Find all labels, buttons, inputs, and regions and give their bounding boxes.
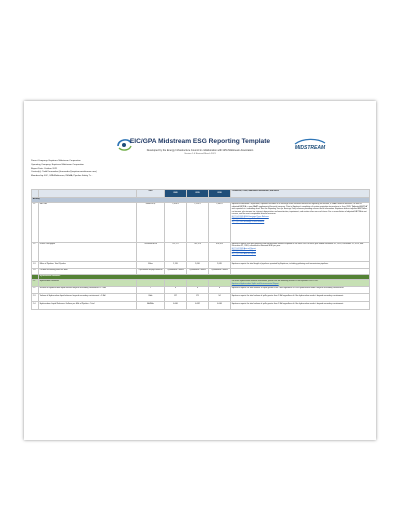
table-row bbox=[32, 279, 370, 286]
row-metric: Volume of Hydrocarbon liquid releases beyond secondary containment > 5 Bbl bbox=[39, 294, 137, 302]
comment-link[interactable]: EQT Q4 2019 Annual Report bbox=[231, 250, 256, 253]
header-unit: Unit bbox=[137, 190, 165, 198]
row-ref: 2.1 bbox=[32, 279, 39, 286]
comment-link[interactable]: EQT Q4 2020 ESG Earnings Press Release bbox=[231, 215, 269, 218]
table-row bbox=[32, 286, 370, 294]
table-header-row bbox=[32, 190, 370, 198]
section-label: Activity bbox=[32, 197, 370, 202]
row-metric: Carbon accounting basis for data bbox=[39, 268, 137, 274]
row-value-3: 678,505 bbox=[209, 242, 231, 262]
row-value-3: 1,001.6 bbox=[209, 202, 231, 242]
table-row bbox=[32, 302, 370, 310]
row-metric: Hydrocarbon Liquid Releases: Gallons per Mile of Pipeline - Total bbox=[39, 302, 137, 310]
svg-text:MIDSTREAM: MIDSTREAM bbox=[294, 145, 326, 151]
row-comment: For more hydrocarbon release information, please see the following section in the Equitrans 2020 CSR. Equitrans Hydrocarbon Spills and Environmental Report bbox=[231, 279, 370, 286]
header-year-3: Year 2 2018 bbox=[209, 190, 231, 198]
row-value-3: 8 bbox=[209, 286, 231, 294]
info-line: Contact(s): Todd Fernandez (tfernandez@equitransmidstream.com) bbox=[31, 171, 97, 174]
header-ref bbox=[32, 190, 39, 198]
row-comment: Equitrans reports total gas gathering and transmission volumes reported in the Form 10-K for each year ended December 31, 2020, December 31, 2019, and December 31, 2018, converted to thousand BOE per year. EQT Q4 2020 Annual Report EQT Q4 2019 Annual Report EQT Q4 2018 Annual Report bbox=[231, 242, 370, 262]
row-value-1: 2,120 bbox=[165, 262, 187, 268]
row-value-2: 761,379 bbox=[187, 242, 209, 262]
comment-link[interactable]: Equitrans Hydrocarbon Spills and Environmental Report bbox=[231, 282, 279, 285]
header-year-1: Latest Year 2020 bbox=[165, 190, 187, 198]
row-value-1: 752,177 bbox=[165, 242, 187, 262]
table-row bbox=[32, 294, 370, 302]
row-value-1: 6 bbox=[165, 286, 187, 294]
row-unit: Bbl/Mile bbox=[137, 302, 165, 310]
row-value-1: 127 bbox=[165, 294, 187, 302]
row-value-2: 1,213.9 bbox=[187, 202, 209, 242]
table-row bbox=[32, 202, 370, 242]
row-ref: 2.3 bbox=[32, 294, 39, 302]
row-value-1: 0.060 bbox=[165, 302, 187, 310]
row-value-2: 0.082 bbox=[187, 302, 209, 310]
row-ref: 1.4 bbox=[32, 268, 39, 274]
row-value-3: 0.046 bbox=[209, 302, 231, 310]
row-value-3: 94 bbox=[209, 294, 231, 302]
row-comment: Equitrans reports the total length of pipelines operated by Equitrans, including gathering and transmission pipelines. bbox=[231, 262, 370, 268]
row-value-1: 1,024.4 bbox=[165, 202, 187, 242]
row-unit: Thousand BOE bbox=[137, 242, 165, 262]
row-value-2: 6 bbox=[187, 286, 209, 294]
document-subtitle: Developed by the Energy Infrastructure Council in collaboration with GPA Midstream Association bbox=[146, 149, 254, 152]
row-value-3: 2,045 bbox=[209, 262, 231, 268]
info-line: Operating Company: Equitrans Midstream Corporation bbox=[31, 163, 84, 166]
info-line: Parent Company: Equitrans Midstream Corporation bbox=[31, 160, 81, 162]
row-value-2: 2,090 bbox=[187, 262, 209, 268]
row-value-2: 171 bbox=[187, 294, 209, 302]
row-value-2 bbox=[187, 279, 209, 286]
row-ref: 1.3 bbox=[32, 262, 39, 268]
document-page bbox=[24, 101, 376, 440]
row-comment: Equitrans reports the total number of spills greater than 5 Bbl regardless of if the hydrocarbon made it beyond secondary containment. bbox=[231, 286, 370, 294]
comment-link[interactable]: EQT Q4 2018 Earnings Press Release bbox=[231, 220, 265, 223]
row-unit: Operational Equity/Financial bbox=[137, 268, 165, 274]
row-ref: 2.2 bbox=[32, 286, 39, 294]
section-label: Hydrocarbon Releases bbox=[39, 274, 370, 279]
document-title: EIC/GPA Midstream ESG Reporting Template bbox=[129, 138, 271, 145]
row-comment: Equitrans Midstream Corporation, Equitrans includes in its earnings news releases disclosures regarding net income, a GAAP financial measure, as well as adjusted EBITDA, a non-GAAP supplemental financial measure. Prior to Equitrans' completion of certain acquisition transactions in June 2020, "Adjusted EBITDA" was reported at a subsidiary level. See the Reporting Year (or Earnings Year) releases providing relevant fiscal information. Equitrans defines adjusted EBITDA as net income, plus income tax, interest, depreciation and amortization, impairment, and certain other non-cash items. For a reconciliation of adjusted EBITDA to net income, see the most comparable financial measure. EQT Q4 2020 ESG Earnings Press Release EQT Q4 2019 Earnings Press Release EQT Q4 2018 Earnings Press Release bbox=[231, 202, 370, 242]
row-ref: 2.4 bbox=[32, 302, 39, 310]
company-info bbox=[31, 160, 201, 179]
row-value-1 bbox=[165, 279, 187, 286]
row-value-3 bbox=[209, 279, 231, 286]
header-metric bbox=[39, 190, 137, 198]
info-line: Membership: EIC, GPA Midstream, INGAA, Pipeline Safety Tr... bbox=[31, 175, 93, 178]
row-unit: Miles bbox=[137, 262, 165, 268]
row-value-1: Operational Control bbox=[165, 268, 187, 274]
row-value-3: Operational Control bbox=[209, 268, 231, 274]
info-line: Report Date: October 2021 bbox=[31, 167, 58, 170]
row-value-2: Operational Control bbox=[187, 268, 209, 274]
comment-link[interactable]: EQT Q4 2020 Annual Report bbox=[231, 247, 256, 250]
row-unit: # bbox=[137, 286, 165, 294]
comment-link[interactable]: EQT Q4 2018 Annual Report bbox=[231, 252, 256, 255]
table-row bbox=[32, 242, 370, 262]
comment-link[interactable]: EQT Q4 2019 Earnings Press Release bbox=[231, 218, 265, 221]
row-ref: 1.2 bbox=[32, 242, 39, 262]
row-comment: Equitrans reports the total volume of spills greater than 5 Bbl regardless of if the hydrocarbon made it beyond secondary containment. bbox=[231, 294, 370, 302]
row-unit: Dollars in $ bbox=[137, 202, 165, 242]
row-comment: Equitrans reports the total volume of spills greater than 5 Bbl regardless of if the hydrocarbon made it beyond secondary containment. bbox=[231, 302, 370, 310]
header-comments: Comments, Links, Additional Information, and Notes bbox=[231, 190, 370, 198]
header-year-2: Previous Year 2019 bbox=[187, 190, 209, 198]
document-version: Version 1.0 Revised March 2021 bbox=[184, 153, 216, 155]
row-metric: EBITDA bbox=[39, 202, 137, 242]
row-metric: Hydrocarbon Releases bbox=[39, 279, 137, 286]
row-ref: 1.1 bbox=[32, 202, 39, 242]
row-unit: Bbls bbox=[137, 294, 165, 302]
row-unit bbox=[137, 279, 165, 286]
row-metric: Miles of Pipeline: Total Pipeline bbox=[39, 262, 137, 268]
esg-metrics-table bbox=[31, 189, 370, 310]
row-metric: Gross Throughput bbox=[39, 242, 137, 262]
row-metric: Number of Hydrocarbon liquid releases beyond secondary containment > 5 Bbl bbox=[39, 286, 137, 294]
